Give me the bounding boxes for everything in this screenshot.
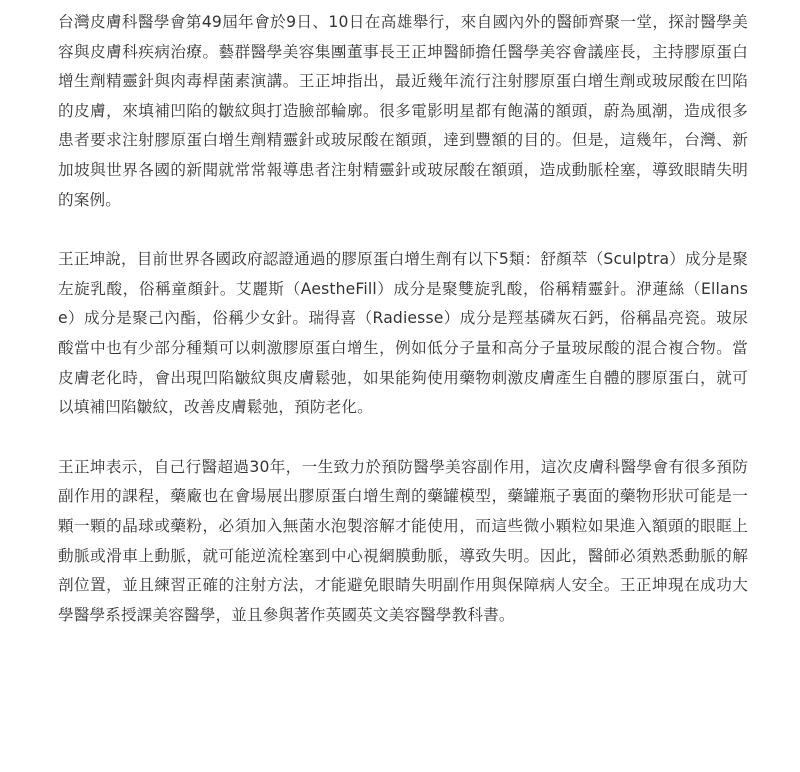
article-paragraph-2: 王正坤說，目前世界各國政府認證通過的膠原蛋白增生劑有以下5類：舒顏萃（Sculptra）成分是聚左旋乳酸，俗稱童顏針。艾麗斯（AestheFill）成分是聚雙旋乳酸，俗稱精靈針。洢蓮絲（Ellanse）成分是聚己內酯，俗稱少女針。瑞得喜（Radiesse）成分是羥基磷灰石鈣，俗稱晶亮瓷。玻尿酸當中也有少部分種類可以刺激膠原蛋白增生，例如低分子量和高分子量玻尿酸的混合複合物。當皮膚老化時，會出現凹陷皺紋與皮膚鬆弛，如果能夠使用藥物刺激皮膚產生自體的膠原蛋白，就可以填補凹陷皺紋，改善皮膚鬆弛，預防老化。	[58, 250, 748, 417]
article-paragraph-1: 台灣皮膚科醫學會第49屆年會於9日、10日在高雄舉行，來自國內外的醫師齊聚一堂，探討醫學美容與皮膚科疾病治療。藝群醫學美容集團董事長王正坤醫師擔任醫學美容會議座長，主持膠原蛋白增生劑精靈針與肉毒桿菌素演講。王正坤指出，最近幾年流行注射膠原蛋白增生劑或玻尿酸在凹陷的皮膚，來填補凹陷的皺紋與打造臉部輪廓。很多電影明星都有飽滿的額頭，蔚為風潮，造成很多患者要求注射膠原蛋白增生劑精靈針或玻尿酸在額頭，達到豐額的目的。但是，這幾年，台灣、新加坡與世界各國的新聞就常常報導患者注射精靈針或玻尿酸在額頭，造成動脈栓塞，導致眼睛失明的案例。	[58, 13, 748, 209]
article-body	[58, 8, 748, 660]
article-paragraph-3: 王正坤表示，自己行醫超過30年，一生致力於預防醫學美容副作用，這次皮膚科醫學會有很多預防副作用的課程，藥廠也在會場展出膠原蛋白增生劑的藥罐模型，藥罐瓶子裏面的藥物形狀可能是一顆一顆的晶球或藥粉，必須加入無菌水泡製溶解才能使用，而這些微小顆粒如果進入額頭的眼眶上動脈或滑車上動脈，就可能逆流栓塞到中心視網膜動脈，導致失明。因此，醫師必須熟悉動脈的解剖位置，並且練習正確的注射方法，才能避免眼睛失明副作用與保障病人安全。王正坤現在成功大學醫學系授課美容醫學，並且參與著作英國英文美容醫學教科書。	[58, 457, 748, 624]
